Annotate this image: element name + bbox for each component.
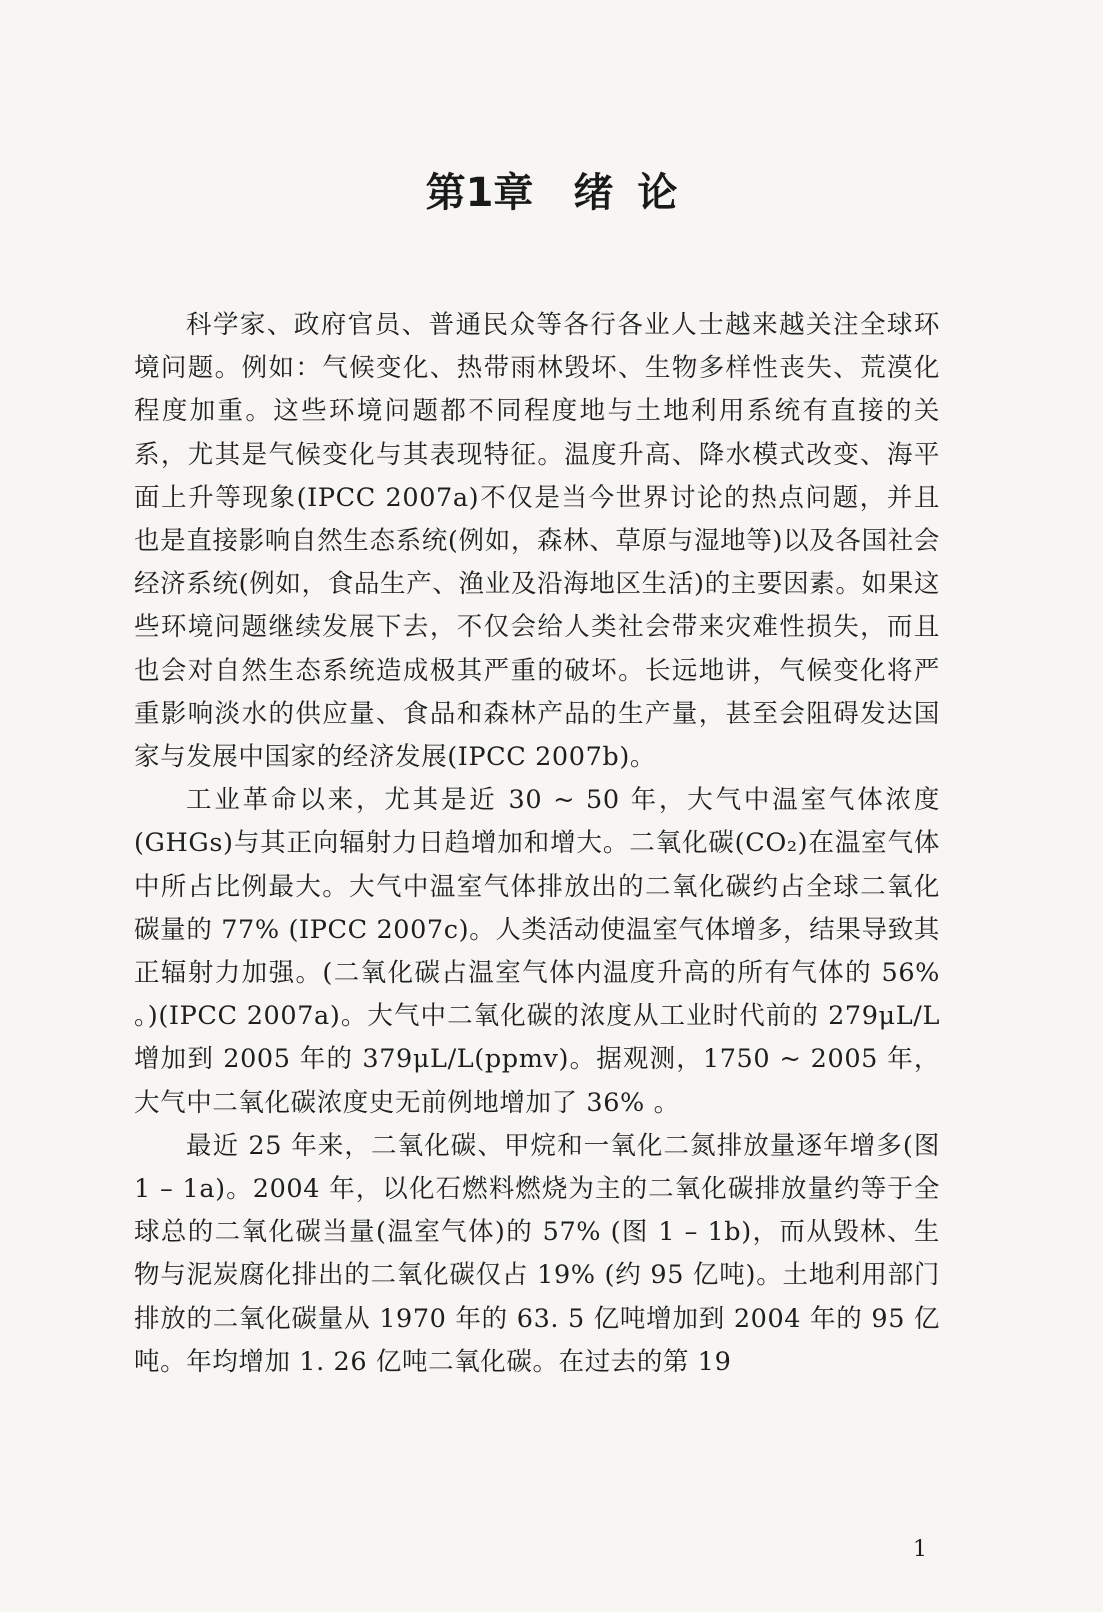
chapter-number: 第1章 — [425, 170, 534, 216]
chapter-title-char-1: 绪 — [573, 170, 614, 216]
chapter-title — [0, 163, 1103, 223]
chapter-title-char-2: 论 — [637, 170, 678, 216]
paragraph: 最近 25 年来，二氧化碳、甲烷和一氧化二氮排放量逐年增多(图 1 – 1a)。2004 年，以化石燃料燃烧为主的二氧化碳排放量约等于全球总的二氧化碳当量(温室气体)的 57% (图 1 – 1b)，而从毁林、生物与泥炭腐化排出的二氧化碳仅占 19% (约 95 亿吨)。土地利用部门排放的二氧化碳量从 1970 年的 63. 5 亿吨增加到 2004 年的 95 亿吨。年均增加 1. 26 亿吨二氧化碳。在过去的第 19 — [134, 1130, 940, 1377]
body-text — [134, 304, 940, 1384]
paragraph: 工业革命以来，尤其是近 30 ~ 50 年，大气中温室气体浓度(GHGs)与其正向辐射力日趋增加和增大。二氧化碳(CO₂)在温室气体中所占比例最大。大气中温室气体排放出的二氧化碳约占全球二氧化碳量的 77% (IPCC 2007c)。人类活动使温室气体增多，结果导致其正辐射力加强。(二氧化碳占温室气体内温度升高的所有气体的 56% 。)(IPCC 2007a)。大气中二氧化碳的浓度从工业时代前的 279μL/L 增加到 2005 年的 379μL/L(ppmv)。据观测，1750 ~ 2005 年，大气中二氧化碳浓度史无前例地增加了 36% 。 — [134, 785, 940, 1118]
page-number: 1 — [913, 1537, 927, 1562]
paragraph: 科学家、政府官员、普通民众等各行各业人士越来越关注全球环境问题。例如：气候变化、热带雨林毁坏、生物多样性丧失、荒漠化程度加重。这些环境问题都不同程度地与土地利用系统有直接的关系，尤其是气候变化与其表现特征。温度升高、降水模式改变、海平面上升等现象(IPCC 2007a)不仅是当今世界讨论的热点问题，并且也是直接影响自然生态系统(例如，森林、草原与湿地等)以及各国社会经济系统(例如，食品生产、渔业及沿海地区生活)的主要因素。如果这些环境问题继续发展下去，不仅会给人类社会带来灾难性损失，而且也会对自然生态系统造成极其严重的破坏。长远地讲，气候变化将严重影响淡水的供应量、食品和森林产品的生产量，甚至会阻碍发达国家与发展中国家的经济发展(IPCC 2007b)。 — [134, 310, 940, 773]
